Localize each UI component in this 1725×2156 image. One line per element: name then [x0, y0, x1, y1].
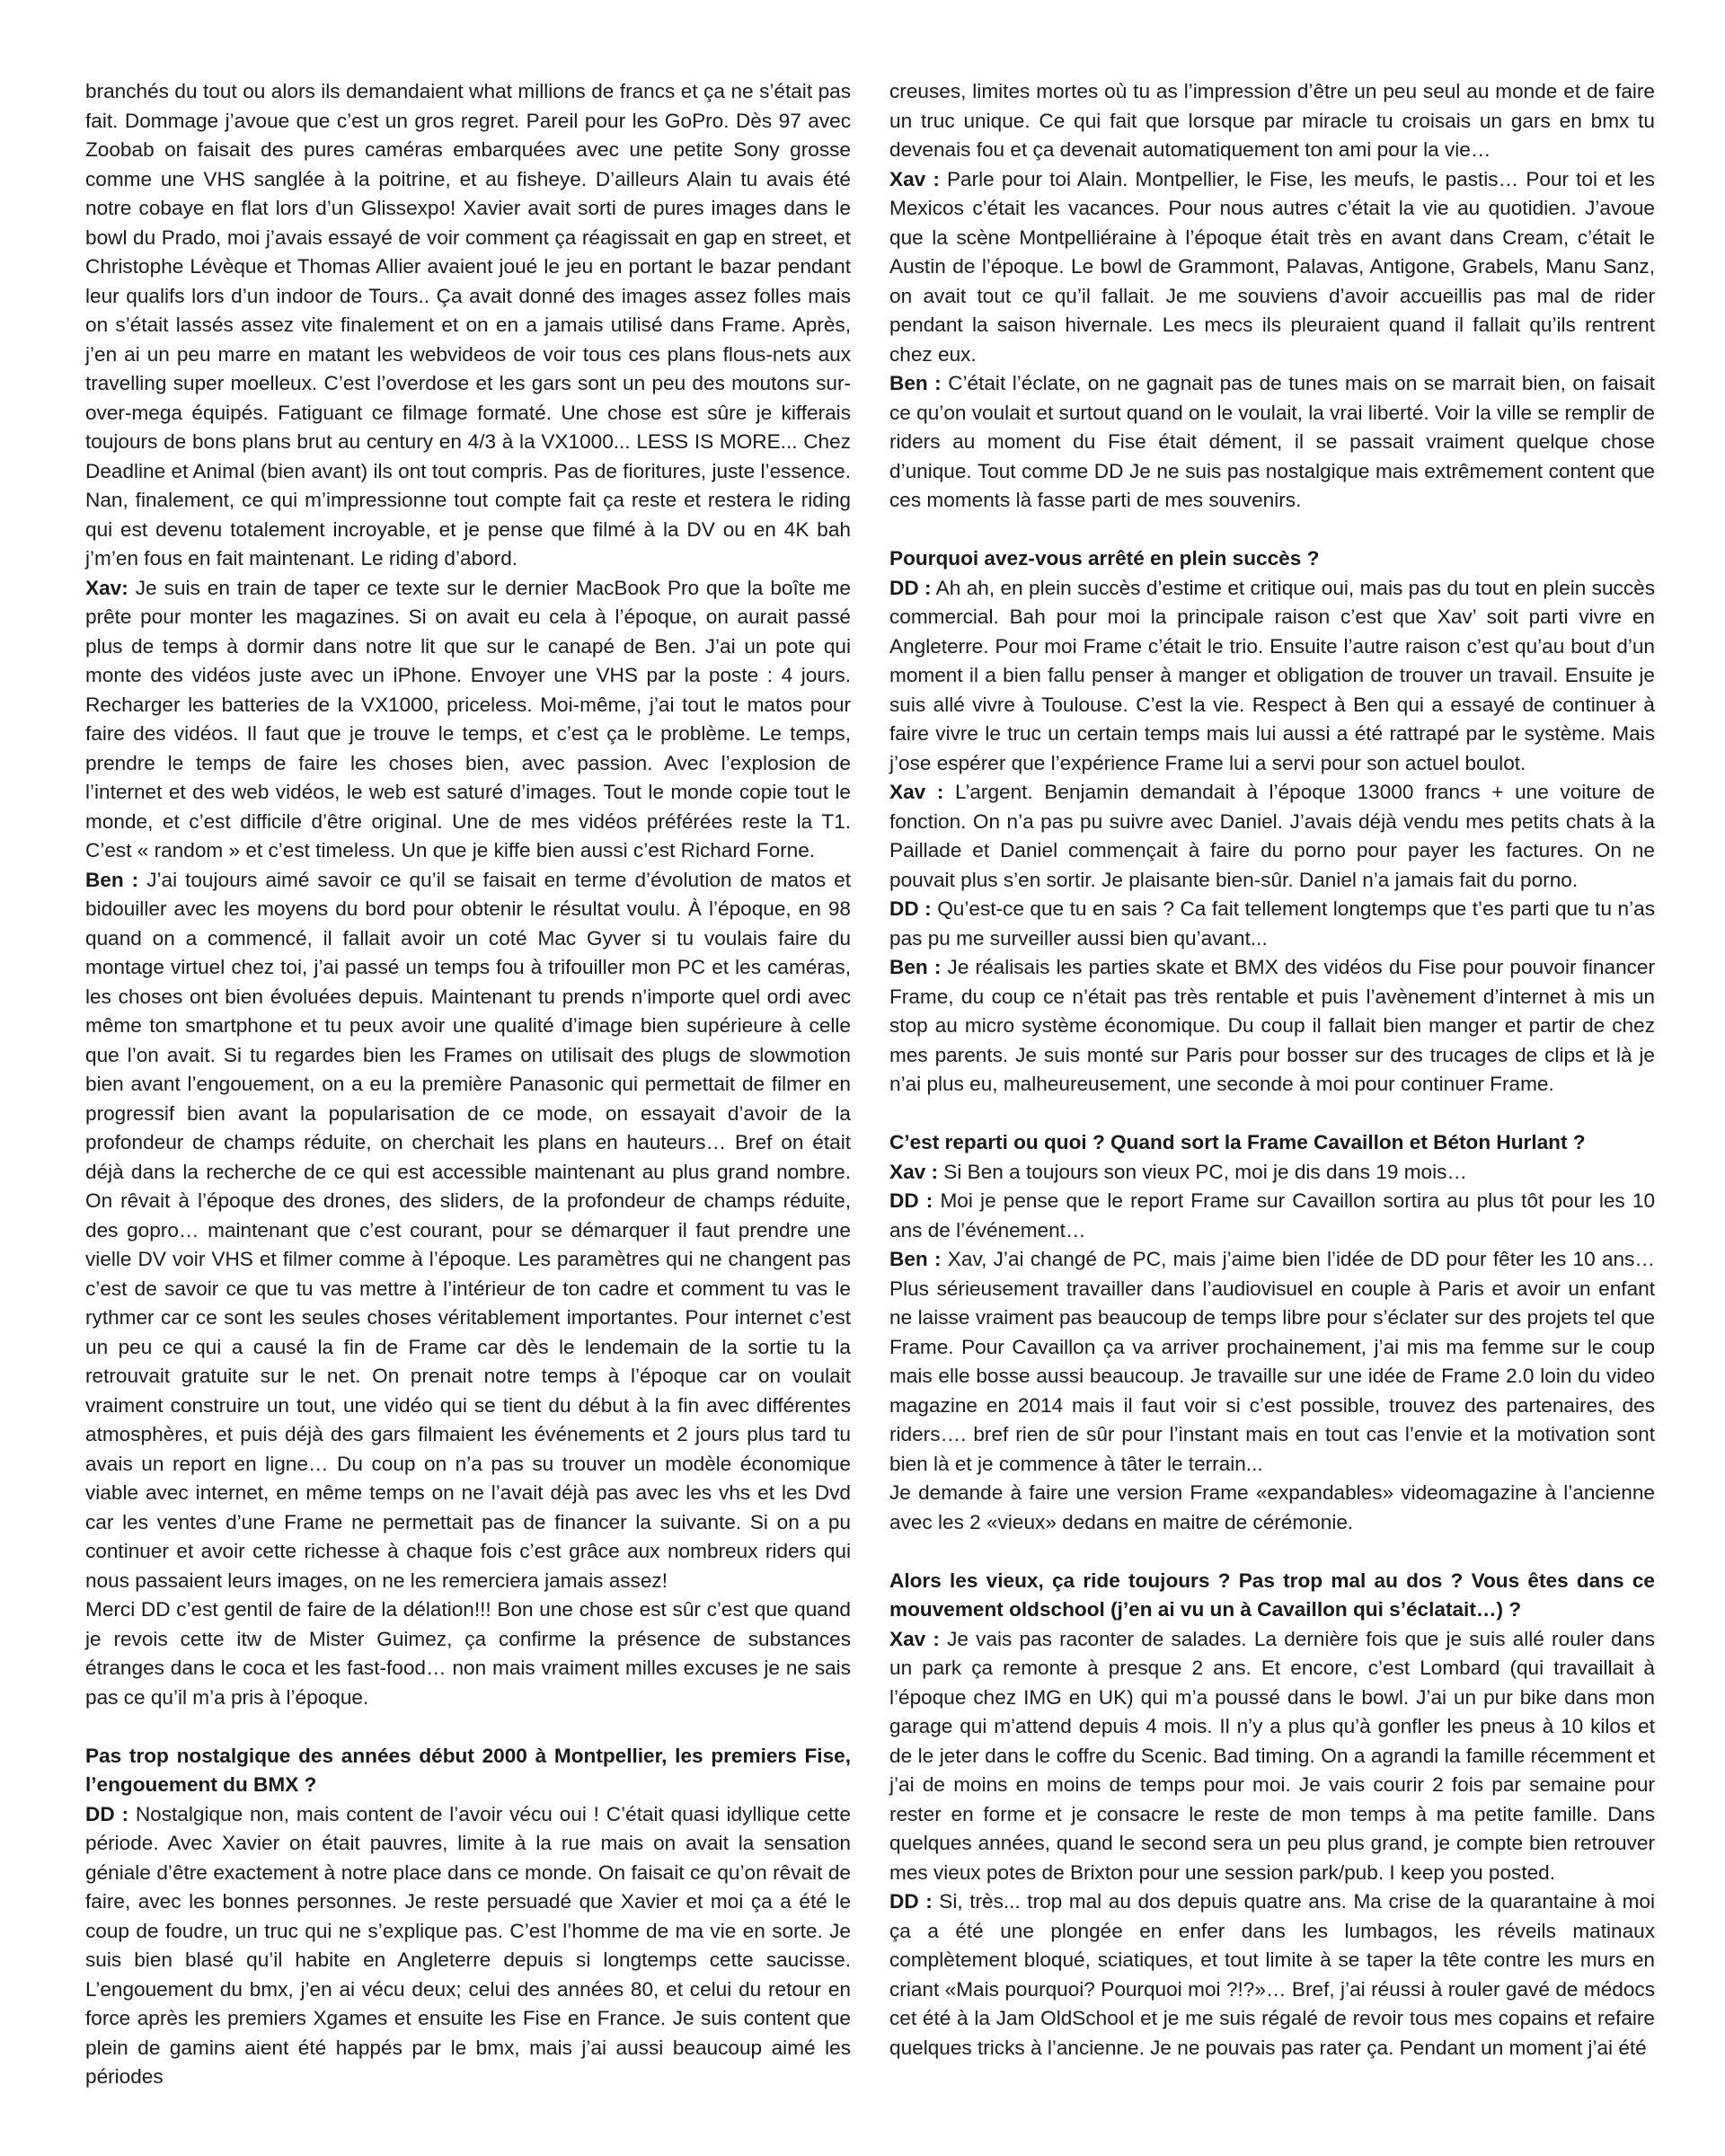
interview-question: Alors les vieux, ça ride toujours ? Pas trop mal au dos ? Vous êtes dans ce mouvement oldschool (j’en ai vu un à Cavaillon qui s’éclatait…) ?: [889, 1568, 1655, 1621]
answer-text: J’ai toujours aimé savoir ce qu’il se faisait en terme d’évolution de matos et bidouiller avec les moyens du bord pour obtenir le résultat voulu. À l’époque, en 98 quand on a commencé, il fallait avoir un coté Mac Gyver si tu voulais faire du montage virtuel chez toi, j’ai passé un temps fou à trifouiller mon PC et les caméras, les choses ont bien évoluées depuis. Maintenant tu prends n’importe quel ordi avec même ton smartphone et tu peux avoir une qualité d’image bien supérieure à celle que l’on avait. Si tu regardes bien les Frames on utilisait des plugs de slowmotion bien avant l’engouement, on a eu la première Panasonic qui permettait de filmer en progressif bien avant la popularisation de ce mode, on essayait d’avoir de la profondeur de champs réduite, on cherchait les plans en hauteurs… Bref on était déjà dans la recherche de ce qui est accessible maintenant au plus grand nombre. On rêvait à l’époque des drones, des sliders, de la profondeur de champs réduite, des gopro… maintenant que c’est courant, pour se démarquer il faut prendre une vielle DV voir VHS et filmer comme à l’époque. Les paramètres qui ne changent pas c’est de savoir ce que tu vas mettre à l’intérieur de ton cadre et comment tu vas le rythmer car ce sont les seules choses véritablement importantes. Pour internet c’est un peu ce qui a causé la fin de Frame car dès le lendemain de la sortie tu la retrouvait gratuite sur le net. On prenait notre temps à l’époque car on voulait vraiment construire un tout, une vidéo qui se tient du début à la fin avec différentes atmosphères, et puis déjà des gars filmaient les événements et 2 jours plus tard tu avais un report en ligne… Du coup on n’a pas su trouver un modèle économique viable avec internet, en même temps on ne l’avait déjà pas avec les vhs et les Dvd car les ventes d’une Frame ne permettait pas de financer la suivante. Si on a pu continuer et avoir cette richesse à chaque fois c’est grâce aux nombreux riders qui nous passaient leurs images, on ne les remerciera jamais assez!: [85, 868, 851, 1592]
answer-text: Si, très... trop mal au dos depuis quatre ans. Ma crise de la quarantaine à moi ça a été une plongée en enfer dans les lumbagos, les réveils matinaux complètement bloqué, sciatiques, et tout limite à se taper la tête contre les murs en criant «Mais pourquoi? Pourquoi moi ?!?»… Bref, j’ai réussi à rouler gavé de médocs cet été à la Jam OldSchool et je me suis régalé de revoir tous mes copains et refaire quelques tricks à l’ancienne. Je ne pouvais pas rater ça. Pendant un moment j’ai été: [889, 1890, 1656, 2059]
speaker-label: DD :: [85, 1802, 128, 1825]
speaker-label: DD :: [889, 576, 932, 599]
answer-text: Qu’est-ce que tu en sais ? Ca fait tellement longtemps que t’es parti que tu n’as pas pu me surveiller aussi bien qu’avant...: [889, 897, 1655, 950]
answer-text: C’était l’éclate, on ne gagnait pas de tunes mais on se marrait bien, on faisait ce qu’on voulait et surtout quand on le voulait, la vrai liberté. Voir la ville se remplir de riders au moment du Fise était dément, il se passait vraiment quelque chose d’unique. Tout comme DD Je ne suis pas nostalgique mais extrêmement content que ces moments là fasse parti de mes souvenirs.: [889, 372, 1656, 511]
paragraph: [85, 1800, 851, 2092]
left-column: [85, 77, 851, 2156]
speaker-label: Xav :: [889, 1627, 940, 1650]
interview-question: Pas trop nostalgique des années début 2000 à Montpellier, les premiers Fise, l’engouement du BMX ?: [85, 1744, 851, 1796]
speaker-label: Ben :: [889, 1248, 942, 1270]
answer-text: L’argent. Benjamin demandait à l’époque 13000 francs + une voiture de fonction. On n’a pas pu suivre avec Daniel. J’avais déjà vendu mes petits chats à la Paillade et Daniel commençait à faire du porno pour payer les factures. On ne pouvait plus s’en sortir. Je plaisante bien-sûr. Daniel n’a jamais fait du porno.: [889, 781, 1655, 891]
answer-text: Moi je pense que le report Frame sur Cavaillon sortira au plus tôt pour les 10 ans de l’événement…: [889, 1189, 1656, 1241]
speaker-label: DD :: [889, 1890, 933, 1913]
right-column: [889, 77, 1655, 2156]
paragraph-spacer: [889, 1100, 1655, 1129]
paragraph: [889, 778, 1655, 895]
answer-text: Ah ah, en plein succès d’estime et critique oui, mais pas du tout en plein succès commercial. Bah pour moi la principale raison c’est que Xav’ soit parti vivre en Angleterre. Pour moi Frame c’était le trio. Ensuite l’autre raison c’est qu’au bout d’un moment il a bien fallu penser à manger et obligation de trouver un travail. Ensuite je suis allé vivre à Toulouse. C’est la vie. Respect à Ben qui a essayé de continuer à faire vivre le truc un certain temps mais lui aussi a été rattrapé par le système. Mais j’ose espérer que l’expérience Frame lui a servi pour son actuel boulot.: [889, 576, 1655, 774]
paragraph-spacer: [889, 516, 1655, 545]
paragraph: [889, 1187, 1655, 1245]
paragraph: [85, 866, 851, 1596]
speaker-label: Xav :: [889, 1160, 939, 1183]
paragraph: [889, 1245, 1655, 1479]
speaker-label: Ben :: [889, 372, 942, 394]
speaker-label: Xav:: [85, 576, 128, 599]
answer-text: Je réalisais les parties skate et BMX des vidéos du Fise pour pouvoir financer Frame, du coup ce n’était pas très rentable et puis l’avènement d’internet à mis un stop au micro système économique. Du coup il fallait bien manger et partir de chez mes parents. Je suis monté sur Paris pour bosser sur des trucages de clips et là je n’ai plus eu, malheureusement, une seconde à moi pour continuer Frame.: [889, 956, 1656, 1095]
paragraph: branchés du tout ou alors ils demandaient what millions de francs et ça ne s’était pas fait. Dommage j’avoue que c’est un gros regret. Pareil pour les GoPro. Dès 97 avec Zoobab on faisait des pures caméras embarquées avec une petite Sony grosse comme une VHS sanglée à la poitrine, et au fisheye. D’ailleurs Alain tu avais été notre cobaye en flat lors d’un Glissexpo! Xavier avait sorti de pures images dans le bowl du Prado, moi j’avais essayé de voir comment ça réagissait en gap en street, et Christophe Lévèque et Thomas Allier avaient joué le jeu en portant le bazar pendant leur qualifs lors d’un indoor de Tours.. Ça avait donné des images assez folles mais on s’était lassés assez vite finalement et on en a jamais utilisé dans Frame. Après, j’en ai un peu marre en matant les webvideos de voir tous ces plans flous-nets aux travelling super moelleux. C’est l’overdose et les gars sont un peu des moutons sur-over-mega équipés. Fatiguant ce filmage formaté. Une chose est sûre je kifferais toujours de bons plans brut au century en 4/3 à la VX1000... LESS IS MORE... Chez Deadline et Animal (bien avant) ils ont tout compris. Pas de fioritures, juste l’essence. Nan, finalement, ce qui m’impressionne tout compte fait ça reste et restera le riding qui est devenu totalement incroyable, et je pense que filmé à la DV ou en 4K bah j’m’en fous en fait maintenant. Le riding d’abord.: [85, 80, 851, 570]
paragraph: [889, 369, 1655, 516]
speaker-label: DD :: [889, 1189, 933, 1212]
paragraph: [85, 574, 851, 866]
paragraph: [889, 574, 1655, 779]
interview-question: C’est reparti ou quoi ? Quand sort la Frame Cavaillon et Béton Hurlant ?: [889, 1131, 1586, 1153]
answer-text: Je vais pas raconter de salades. La dernière fois que je suis allé rouler dans un park ça remonte à presque 2 ans. Et encore, c’est Lombard (qui travaillait à l’époque chez IMG en UK) qui m’a poussé dans le bowl. J’ai un pur bike dans mon garage qui m’attend depuis 4 mois. Il n’y a plus qu’à gonfler les pneus à 10 kilos et de le jeter dans le coffre du Scenic. Bad timing. On a agrandi la famille récemment et j’ai de moins en moins de temps pour moi. Je vais courir 2 fois par semaine pour rester en forme et je consacre le reste de mon temps à ma petite famille. Dans quelques années, quand le second sera un peu plus grand, je compte bien retrouver mes vieux potes de Brixton pour une session park/pub. I keep you posted.: [889, 1627, 1655, 1884]
speaker-label: Xav :: [889, 781, 944, 803]
speaker-label: Ben :: [889, 956, 942, 978]
paragraph: [889, 165, 1655, 370]
paragraph: [889, 1158, 1655, 1188]
speaker-label: DD :: [889, 897, 932, 920]
speaker-label: Xav :: [889, 167, 940, 190]
paragraph: [889, 1625, 1655, 1888]
answer-text: Je suis en train de taper ce texte sur le dernier MacBook Pro que la boîte me prête pour monter les magazines. Si on avait eu cela à l’époque, on aurait passé plus de temps à dormir dans notre lit que sur le canapé de Ben. J’ai un pote qui monte des vidéos juste avec un iPhone. Envoyer une VHS par la poste : 4 jours. Recharger les batteries de la VX1000, priceless. Moi-même, j’ai tout le matos pour faire des vidéos. Il faut que je trouve le temps, et c’est ça le problème. Le temps, prendre le temps de faire les choses bien, avec passion. Avec l’explosion de l’internet et des web vidéos, le web est saturé d’images. Tout le monde copie tout le monde, et c’est difficile d’être original. Une de mes vidéos préférées reste la T1. C’est « random » et c’est timeless. Un que je kiffe bien aussi c’est Richard Forne.: [85, 576, 851, 862]
paragraph-spacer: [889, 1537, 1655, 1567]
paragraph: creuses, limites mortes où tu as l’impression d’être un peu seul au monde et de faire un truc unique. Ce qui fait que lorsque par miracle tu croisais un gars en bmx tu devenais fou et ça devenait automatiquement ton ami pour la vie…: [889, 80, 1655, 161]
paragraph: [889, 953, 1655, 1100]
paragraph: Je demande à faire une version Frame «expandables» videomagazine à l’ancienne avec les 2 «vieux» dedans en maitre de cérémonie.: [889, 1481, 1655, 1533]
interview-question: Pourquoi avez-vous arrêté en plein succès ?: [889, 547, 1320, 570]
paragraph-spacer: [85, 1712, 851, 1742]
paragraph: [889, 1887, 1655, 2063]
answer-text: Xav, J’ai changé de PC, mais j’aime bien l’idée de DD pour fêter les 10 ans… Plus sérieusement travailler dans l’audiovisuel en couple à Paris et avoir un enfant ne laisse vraiment pas beaucoup de temps libre pour s’éclater sur des projets tel que Frame. Pour Cavaillon ça va arriver prochainement, j’ai mis ma femme sur le coup mais elle bosse aussi beaucoup. Je travaille sur une idée de Frame 2.0 loin du video magazine en 2014 mais il faut voir si c’est possible, trouvez des partenaires, des riders…. bref rien de sûr pour l’instant mais en tout cas l’envie et la motivation sont bien là et je commence à tâter le terrain...: [889, 1248, 1655, 1475]
answer-text: Si Ben a toujours son vieux PC, moi je dis dans 19 mois…: [938, 1160, 1467, 1183]
paragraph: [889, 895, 1655, 953]
answer-text: Parle pour toi Alain. Montpellier, le Fise, les meufs, le pastis… Pour toi et les Mexicos c’était les vacances. Pour nous autres c’était la vie au quotidien. J’avoue que la scène Montpelliéraine à l’époque était très en avant dans Cream, c’était le Austin de l’époque. Le bowl de Grammont, Palavas, Antigone, Grabels, Manu Sanz, on avait tout ce qu’il fallait. Je me souviens d’avoir accueillis pas mal de rider pendant la saison hivernale. Les mecs ils pleuraient quand il fallait qu’ils rentrent chez eux.: [889, 167, 1655, 366]
speaker-label: Ben :: [85, 868, 139, 891]
paragraph: Merci DD c’est gentil de faire de la délation!!! Bon une chose est sûr c’est que quand je revois cette itw de Mister Guimez, ça confirme la présence de substances étranges dans le coca et les fast-food… non mais vraiment milles excuses je ne sais pas ce qu’il m’a pris à l’époque.: [85, 1598, 851, 1709]
answer-text: Nostalgique non, mais content de l’avoir vécu oui ! C’était quasi idyllique cette période. Avec Xavier on était pauvres, limite à la rue mais on avait la sensation géniale d’être exactement à notre place dans ce monde. On faisait ce qu’on rêvait de faire, avec les bonnes personnes. Je reste persuadé que Xavier et moi ça a été le coup de foudre, un truc qui ne s’explique pas. C’est l’homme de ma vie en sorte. Je suis bien blasé qu’il habite en Angleterre depuis si longtemps cette saucisse. L’engouement du bmx, j’en ai vécu deux; celui des années 80, et celui du retour en force après les premiers Xgames et ensuite les Fise en France. Je suis content que plein de gamins aient été happés par le bmx, mais j’ai aussi beaucoup aimé les périodes: [85, 1802, 851, 2088]
